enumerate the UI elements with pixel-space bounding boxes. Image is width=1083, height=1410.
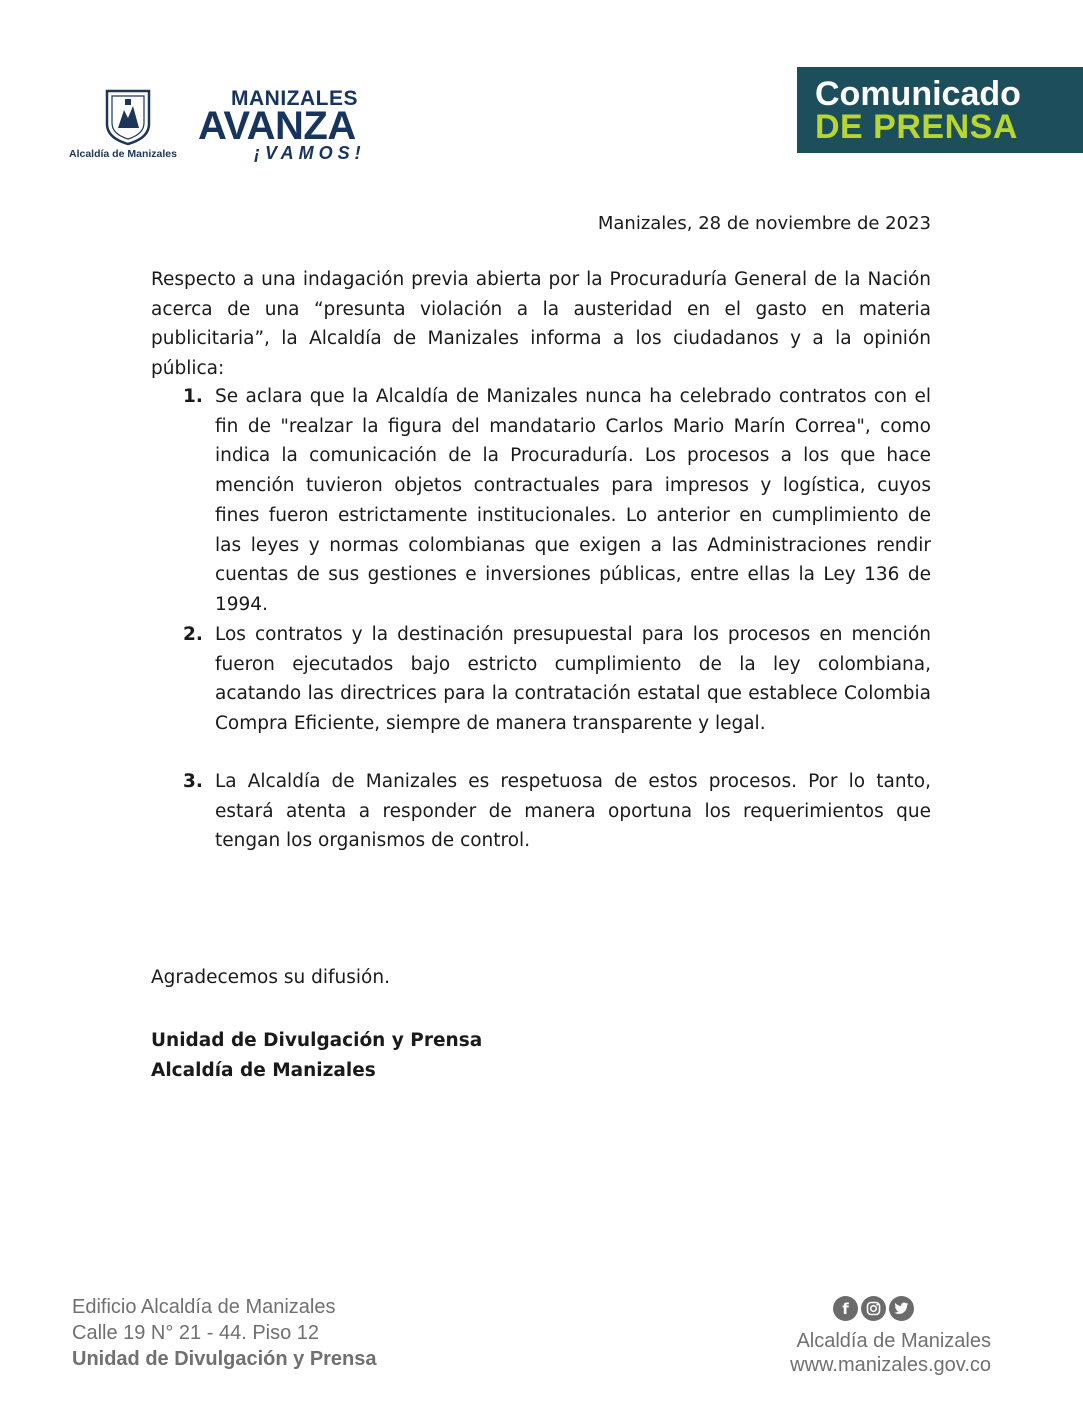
letter-date: Manizales, 28 de noviembre de 2023 <box>597 213 931 234</box>
list-item-number: 2. <box>183 624 203 645</box>
twitter-icon[interactable] <box>889 1296 914 1321</box>
footer-address <box>72 1294 377 1372</box>
list-item <box>183 767 931 856</box>
list-item-text: Se aclara que la Alcaldía de Manizales nunca ha celebrado contratos con el fin de "realzar la figura del mandatario Carlos Mario Marín Correa", como indica la comunicación de la Procuraduría. Los procesos a los que hace mención tuvieron objetos contractuales para impresos y logística, cuyos fines fueron estrictamente institucionales. Lo anterior en cumplimiento de las leyes y normas colombianas que exigen a las Administraciones rendir cuentas de sus gestiones e inversiones públicas, entre ellas la Ley 136 de 1994. <box>215 386 931 615</box>
press-release-badge <box>797 67 1083 153</box>
footer-address-line-3: Unidad de Divulgación y Prensa <box>72 1348 377 1370</box>
crest-caption: Alcaldía de Manizales <box>69 148 177 160</box>
list-item-number: 1. <box>183 386 203 407</box>
signature-unit: Unidad de Divulgación y Prensa <box>151 1030 483 1051</box>
instagram-icon[interactable] <box>861 1296 886 1321</box>
city-crest-icon <box>104 88 152 146</box>
list-item-text: Los contratos y la destinación presupuestal para los procesos en mención fueron ejecutados bajo estricto cumplimiento de la ley colombiana, acatando las directrices para la contratación estatal que establece Colombia Compra Eficiente, siempre de manera transparente y legal. <box>215 624 931 735</box>
press-badge-line-1: Comunicado <box>815 75 1021 113</box>
signature-org: Alcaldía de Manizales <box>151 1060 376 1081</box>
intro-paragraph: Respecto a una indagación previa abierta por la Procuraduría General de la Nación acerca de una “presunta violación a la austeridad en el gasto en materia publicitaria”, la Alcaldía de Manizales informa a los ciudadanos y a la opinión pública: <box>151 269 931 380</box>
brand-line-3: ¡VAMOS! <box>254 143 366 163</box>
manizales-avanza-logo <box>198 88 398 163</box>
list-item <box>183 620 931 739</box>
footer-contact <box>790 1329 991 1377</box>
press-badge-line-2: DE PRENSA <box>815 108 1018 146</box>
footer-website-link[interactable]: www.manizales.gov.co <box>790 1354 991 1376</box>
brand-line-1: MANIZALES <box>231 87 358 110</box>
list-item <box>183 382 931 620</box>
list-item-number: 3. <box>183 771 203 792</box>
closing-thanks: Agradecemos su difusión. <box>151 967 390 988</box>
signature-block <box>151 1026 482 1086</box>
footer-address-line-2: Calle 19 N° 21 - 44. Piso 12 <box>72 1322 320 1344</box>
social-icons <box>833 1296 914 1321</box>
footer-org-name: Alcaldía de Manizales <box>796 1330 991 1352</box>
brand-line-2: AVANZA <box>198 104 356 148</box>
list-item-text: La Alcaldía de Manizales es respetuosa de estos procesos. Por lo tanto, estará atenta a responder de manera oportuna los requerimientos que tengan los organismos de control. <box>215 771 931 852</box>
facebook-icon[interactable]: f <box>833 1296 858 1321</box>
footer-address-line-1: Edificio Alcaldía de Manizales <box>72 1296 336 1318</box>
